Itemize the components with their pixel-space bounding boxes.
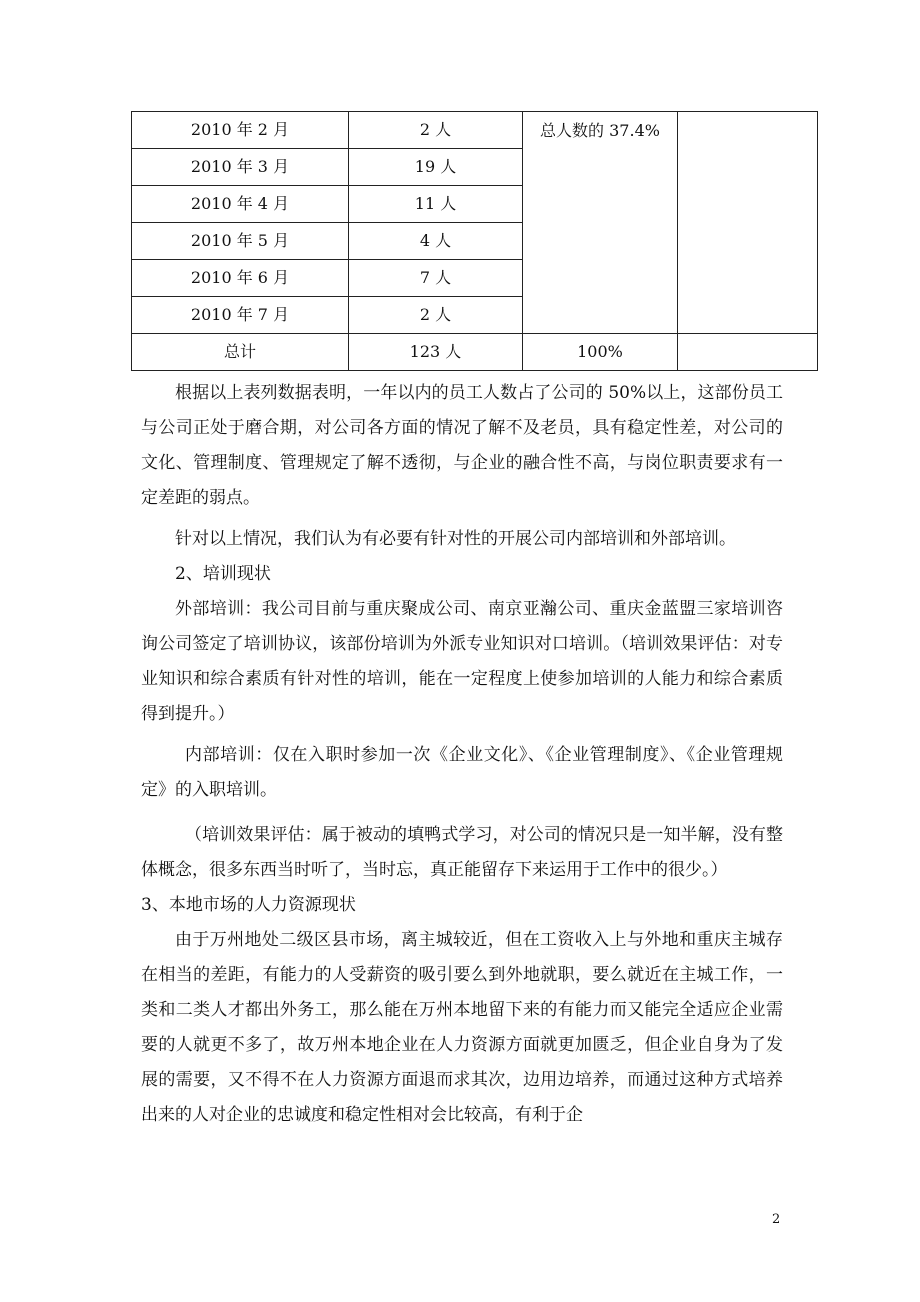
total-label: 总计: [132, 334, 349, 371]
empty-cell: [678, 112, 818, 334]
body-text: [141, 376, 783, 1133]
total-count: 123 人: [349, 334, 523, 371]
section-heading-hr-market: 3、本地市场的人力资源现状: [141, 895, 356, 915]
count-cell: 2 人: [349, 112, 523, 149]
percent-cell: 总人数的 37.4%: [523, 112, 678, 334]
paragraph-analysis: 根据以上表列数据表明，一年以内的员工人数占了公司的 50%以上，这部份员工与公司正处于磨合期，对公司各方面的情况了解不及老员，具有稳定性差，对公司的文化、管理制度、管理规定了解不透彻，与企业的融合性不高，与岗位职责要求有一定差距的弱点。: [141, 383, 783, 508]
staff-count-table: [131, 111, 818, 371]
month-cell: 2010 年 2 月: [132, 112, 349, 149]
paragraph-hr-market: 由于万州地处二级区县市场，离主城较近，但在工资收入上与外地和重庆主城存在相当的差距，有能力的人受薪资的吸引要么到外地就职，要么就近在主城工作，一类和二类人才都出外务工，那么能在万州本地留下来的有能力而又能完全适应企业需要的人就更不多了，故万州本地企业在人力资源方面就更加匮乏，但企业自身为了发展的需要，又不得不在人力资源方面退而求其次，边用边培养，而通过这种方式培养出来的人对企业的忠诚度和稳定性相对会比较高，有利于企: [141, 930, 783, 1125]
month-cell: 2010 年 3 月: [132, 149, 349, 186]
month-cell: 2010 年 5 月: [132, 223, 349, 260]
paragraph-training-evaluation: （培训效果评估：属于被动的填鸭式学习，对公司的情况只是一知半解，没有整体概念，很多东西当时听了，当时忘，真正能留存下来运用于工作中的很少。）: [141, 825, 783, 880]
table-row: [132, 112, 818, 149]
total-percent: 100%: [523, 334, 678, 371]
section-heading-training: 2、培训现状: [175, 564, 271, 584]
page-number: 2: [772, 1212, 781, 1227]
empty-cell: [678, 334, 818, 371]
paragraph-conclusion: 针对以上情况，我们认为有必要有针对性的开展公司内部培训和外部培训。: [175, 529, 736, 549]
total-row: [132, 334, 818, 371]
paragraph-internal-training: 内部培训：仅在入职时参加一次《企业文化》、《企业管理制度》、《企业管理规定》的入职培训。: [141, 745, 783, 800]
month-cell: 2010 年 6 月: [132, 260, 349, 297]
count-cell: 4 人: [349, 223, 523, 260]
count-cell: 7 人: [349, 260, 523, 297]
month-cell: 2010 年 4 月: [132, 186, 349, 223]
count-cell: 2 人: [349, 297, 523, 334]
paragraph-external-training: 外部培训：我公司目前与重庆聚成公司、南京亚瀚公司、重庆金蓝盟三家培训咨询公司签定了培训协议，该部份培训为外派专业知识对口培训。（培训效果评估：对专业知识和综合素质有针对性的培训，能在一定程度上使参加培训的人能力和综合素质得到提升。）: [141, 599, 783, 724]
count-cell: 19 人: [349, 149, 523, 186]
month-cell: 2010 年 7 月: [132, 297, 349, 334]
count-cell: 11 人: [349, 186, 523, 223]
